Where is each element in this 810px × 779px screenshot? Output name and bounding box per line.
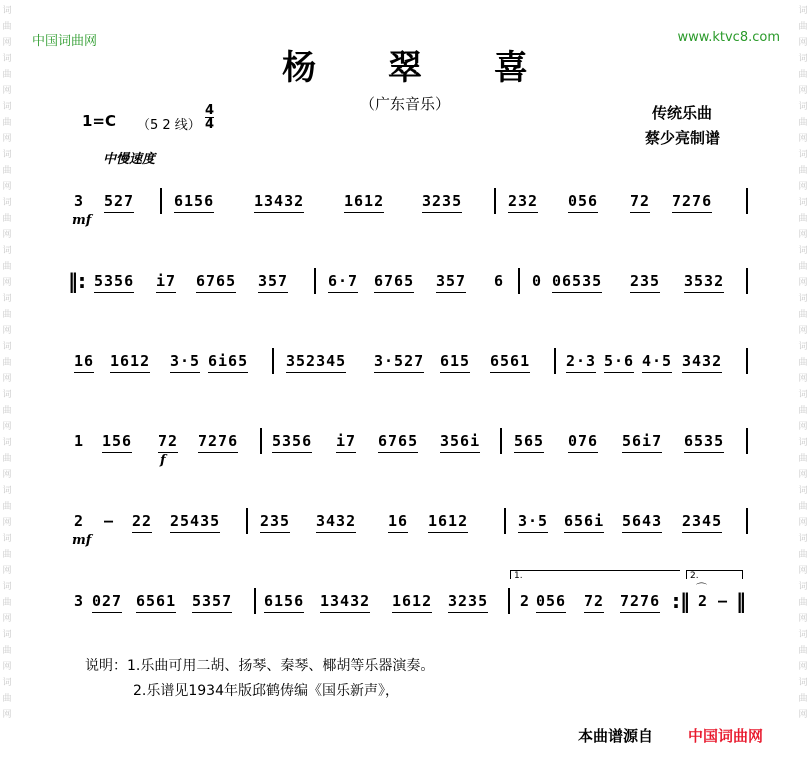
note-group: 72	[630, 192, 650, 213]
note-group: 156	[102, 432, 132, 453]
barline	[314, 268, 316, 294]
watermark-char: 曲	[2, 550, 12, 560]
note-group: 6156	[174, 192, 214, 213]
watermark-char: 曲	[2, 70, 12, 80]
watermark-char: 曲	[2, 406, 12, 416]
watermark-char: 词	[798, 54, 808, 64]
watermark-char: 网	[798, 422, 808, 432]
barline	[260, 428, 262, 454]
watermark-char: 词	[2, 150, 12, 160]
note-group: 3235	[422, 192, 462, 213]
time-signature	[205, 104, 214, 131]
watermark-char: 曲	[798, 214, 808, 224]
barline	[160, 188, 162, 214]
note-group: 565	[514, 432, 544, 453]
watermark-char: 词	[798, 342, 808, 352]
note-group: 352345	[286, 352, 346, 373]
watermark-char: 曲	[2, 598, 12, 608]
note-group: 3·5	[518, 512, 548, 533]
watermark-char: 曲	[798, 22, 808, 32]
note-group: 056	[536, 592, 566, 613]
note-group: 6535	[684, 432, 724, 453]
note-group: 16	[74, 352, 94, 373]
tuning-note: （5 2 线）	[137, 118, 201, 133]
watermark-char: 曲	[2, 166, 12, 176]
second-ending-bracket: 2.	[686, 570, 743, 579]
note-group: 357	[258, 272, 288, 293]
watermark-char: 词	[798, 198, 808, 208]
watermark-char: 网	[2, 662, 12, 672]
note-group: 3432	[682, 352, 722, 373]
watermark-char: 词	[2, 390, 12, 400]
note-group: 3	[74, 592, 85, 610]
note-group: 5356	[272, 432, 312, 453]
watermark-char: 网	[2, 182, 12, 192]
watermark-char: 词	[2, 486, 12, 496]
watermark-char: 词	[798, 630, 808, 640]
watermark-char: 网	[798, 518, 808, 528]
note-group: 615	[440, 352, 470, 373]
note-group: 1	[74, 432, 85, 450]
dash: —	[104, 512, 115, 530]
watermark-char: 词	[798, 582, 808, 592]
repeat-start-sign: ‖:	[68, 269, 86, 293]
note-group: 6156	[264, 592, 304, 613]
watermark-char: 网	[798, 326, 808, 336]
note-group: 13432	[254, 192, 304, 213]
score-line-3	[74, 352, 754, 382]
watermark-char: 词	[2, 294, 12, 304]
barline	[746, 268, 748, 294]
note-group: 6561	[136, 592, 176, 613]
barline	[746, 188, 748, 214]
note-group: 6561	[490, 352, 530, 373]
watermark-char: 曲	[2, 310, 12, 320]
attribution-transcriber: 蔡少亮制谱	[645, 129, 721, 147]
note-group: i7	[156, 272, 176, 293]
barline	[246, 508, 248, 534]
subtitle: （广东音乐）	[359, 95, 450, 113]
watermark-char: 曲	[798, 598, 808, 608]
note-group: 4·5	[642, 352, 672, 373]
watermark-char: 词	[2, 582, 12, 592]
note-group: 6765	[374, 272, 414, 293]
note-group: 56i7	[622, 432, 662, 453]
watermark-char: 网	[2, 326, 12, 336]
watermark-char: 网	[798, 374, 808, 384]
note-group: 7276	[620, 592, 660, 613]
watermark-char: 曲	[798, 454, 808, 464]
watermark-char: 曲	[2, 454, 12, 464]
watermark-char: 词	[2, 342, 12, 352]
watermark-char: 曲	[798, 70, 808, 80]
watermark-char: 词	[2, 198, 12, 208]
attribution-origin: 传统乐曲	[652, 104, 713, 122]
note-group: 1612	[392, 592, 432, 613]
watermark-char: 词	[2, 6, 12, 16]
first-ending-bracket: 1.	[510, 570, 680, 579]
repeat-end-sign: :‖	[672, 589, 690, 613]
watermark-char: 网	[798, 566, 808, 576]
watermark-char: 曲	[798, 358, 808, 368]
watermark-char: 词	[798, 486, 808, 496]
watermark-char: 网	[798, 662, 808, 672]
watermark-char: 曲	[798, 502, 808, 512]
site-name-link[interactable]: 中国词曲网	[32, 34, 98, 49]
note-group: 6	[494, 272, 505, 290]
watermark-char: 词	[798, 150, 808, 160]
note-group: 22	[132, 512, 152, 533]
watermark-char: 网	[2, 278, 12, 288]
note-group: 6i65	[208, 352, 248, 373]
watermark-char: 词	[798, 6, 808, 16]
watermark-char: 曲	[798, 406, 808, 416]
note-group: 3235	[448, 592, 488, 613]
note-group: 6765	[378, 432, 418, 453]
note-group: 656i	[564, 512, 604, 533]
watermark-char: 网	[2, 518, 12, 528]
watermark-char: 网	[2, 374, 12, 384]
watermark-char: 网	[2, 134, 12, 144]
watermark-char: 曲	[798, 118, 808, 128]
fermata-icon: ⌒	[696, 582, 707, 595]
watermark-char: 曲	[798, 550, 808, 560]
page-title: 杨 翠 喜	[282, 48, 558, 88]
watermark-char: 词	[2, 438, 12, 448]
note-group: 6765	[196, 272, 236, 293]
barline	[504, 508, 506, 534]
final-barline: ‖	[736, 589, 746, 613]
time-signature-top: 4	[205, 103, 215, 118]
watermark-char: 网	[2, 470, 12, 480]
note-group: 5356	[94, 272, 134, 293]
note-group: 16	[388, 512, 408, 533]
note-group: 2345	[682, 512, 722, 533]
note-group: 5643	[622, 512, 662, 533]
watermark-char: 网	[2, 38, 12, 48]
score-line-1	[72, 192, 754, 228]
note-group: 5·6	[604, 352, 634, 373]
watermark-char: 词	[798, 534, 808, 544]
note-group: 7276	[672, 192, 712, 213]
note-group: 076	[568, 432, 598, 453]
watermark-char: 曲	[2, 118, 12, 128]
note-group: 2	[74, 512, 85, 530]
note-group: 72	[158, 432, 178, 453]
watermark-char: 网	[798, 182, 808, 192]
note-group: 06535	[552, 272, 602, 293]
watermark-char: 曲	[2, 358, 12, 368]
barline	[746, 428, 748, 454]
note-group: 5357	[192, 592, 232, 613]
note-group: 3·5	[170, 352, 200, 373]
watermark-char: 网	[798, 38, 808, 48]
note-group: 3	[74, 192, 85, 210]
watermark-char: 网	[798, 710, 808, 720]
watermark-char: 词	[798, 294, 808, 304]
watermark-char: 网	[798, 470, 808, 480]
watermark-char: 网	[798, 278, 808, 288]
note-group: 7276	[198, 432, 238, 453]
note-group: 1612	[428, 512, 468, 533]
site-url-link[interactable]: www.ktvc8.com	[677, 30, 780, 45]
barline	[254, 588, 256, 614]
note-group: 527	[104, 192, 134, 213]
note-group: 356i	[440, 432, 480, 453]
watermark-char: 曲	[2, 22, 12, 32]
note-group: 027	[92, 592, 122, 613]
note-group: 3·527	[374, 352, 424, 373]
note-group: 2	[520, 592, 531, 610]
tempo-marking: 中慢速度	[103, 152, 156, 167]
barline	[272, 348, 274, 374]
watermark-char: 词	[2, 678, 12, 688]
note-group: 0	[532, 272, 543, 290]
watermark-char: 曲	[2, 646, 12, 656]
barline	[508, 588, 510, 614]
notes-item: 1.乐曲可用二胡、扬琴、秦琴、椰胡等乐器演奏。	[127, 658, 435, 674]
score-line-5	[72, 512, 754, 548]
watermark-char: 网	[2, 230, 12, 240]
watermark-char: 曲	[2, 502, 12, 512]
note-group: 2·3	[566, 352, 596, 373]
watermark-char: 曲	[2, 214, 12, 224]
score-line-2	[68, 269, 754, 302]
note-group: 25435	[170, 512, 220, 533]
note-group: 72	[584, 592, 604, 613]
watermark-char: 网	[2, 422, 12, 432]
watermark-char: 网	[2, 86, 12, 96]
time-signature-bottom: 4	[205, 117, 215, 132]
watermark-char: 曲	[2, 262, 12, 272]
watermark-char: 网	[2, 566, 12, 576]
source-link[interactable]: 中国词曲网	[688, 727, 764, 745]
watermark-strip-left	[0, 0, 14, 779]
note-group: 2	[698, 592, 709, 610]
note-group: i7	[336, 432, 356, 453]
watermark-char: 网	[798, 134, 808, 144]
note-group: 1612	[344, 192, 384, 213]
note-group: 1612	[110, 352, 150, 373]
watermark-strip-right	[796, 0, 810, 779]
watermark-char: 词	[2, 54, 12, 64]
watermark-char: 网	[2, 614, 12, 624]
note-group: 235	[260, 512, 290, 533]
notes-item: 2.乐谱见1934年版邱鹤俦编《国乐新声》，	[133, 683, 399, 699]
watermark-char: 词	[2, 246, 12, 256]
note-group: 3432	[316, 512, 356, 533]
watermark-char: 曲	[798, 262, 808, 272]
barline	[554, 348, 556, 374]
watermark-char: 曲	[798, 166, 808, 176]
notes-label: 说明：	[85, 658, 127, 674]
source-label: 本曲谱源自	[578, 727, 654, 745]
barline	[746, 508, 748, 534]
watermark-char: 词	[798, 246, 808, 256]
watermark-char: 网	[2, 710, 12, 720]
watermark-char: 词	[798, 438, 808, 448]
dash: —	[718, 592, 729, 610]
barline	[518, 268, 520, 294]
watermark-char: 网	[798, 86, 808, 96]
note-group: 232	[508, 192, 538, 213]
dynamic-marking: mf	[72, 213, 92, 228]
watermark-char: 词	[2, 630, 12, 640]
note-group: 6·7	[328, 272, 358, 293]
watermark-char: 曲	[798, 310, 808, 320]
note-group: 357	[436, 272, 466, 293]
watermark-char: 网	[798, 230, 808, 240]
note-group: 13432	[320, 592, 370, 613]
watermark-char: 词	[798, 102, 808, 112]
barline	[494, 188, 496, 214]
watermark-char: 词	[2, 534, 12, 544]
dynamic-marking: mf	[72, 533, 92, 548]
key-signature: 1=C	[82, 112, 117, 130]
watermark-char: 词	[798, 678, 808, 688]
score-line-4	[74, 432, 754, 468]
dynamic-marking: f	[160, 453, 166, 468]
watermark-char: 网	[798, 614, 808, 624]
note-group: 235	[630, 272, 660, 293]
note-group: 3532	[684, 272, 724, 293]
watermark-char: 曲	[2, 694, 12, 704]
watermark-char: 曲	[798, 694, 808, 704]
notes-line-1	[85, 655, 434, 675]
barline	[500, 428, 502, 454]
barline	[746, 348, 748, 374]
watermark-char: 词	[2, 102, 12, 112]
watermark-char: 曲	[798, 646, 808, 656]
watermark-char: 词	[798, 390, 808, 400]
note-group: 056	[568, 192, 598, 213]
score-line-6	[74, 571, 754, 622]
